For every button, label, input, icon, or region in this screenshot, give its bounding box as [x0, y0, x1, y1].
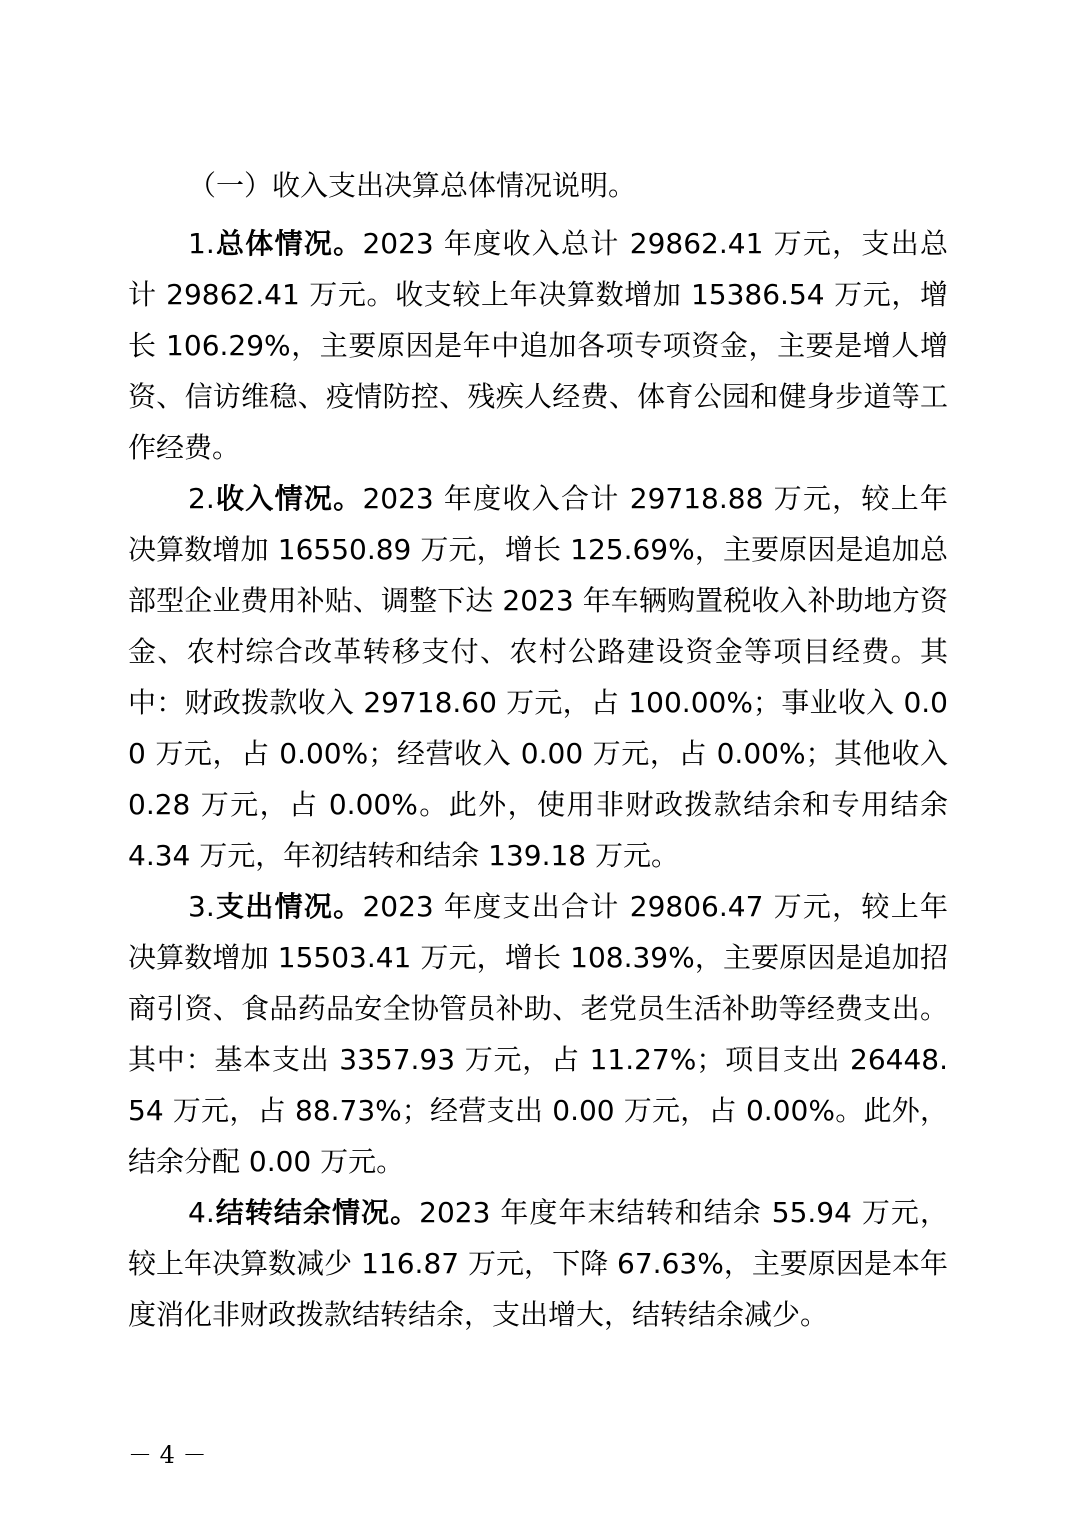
paragraph-income [128, 473, 948, 881]
paragraph-body: 2023 年度年末结转和结余 55.94 万元，较上年决算数减少 116.87 万元，下降 67.63%，主要原因是本年度消化非财政拨款结转结余，支出增大，结转结余减少。 [128, 1196, 948, 1331]
document-content [128, 160, 948, 1340]
paragraph-title: 支出情况。 [214, 890, 363, 923]
paragraph-overall [128, 218, 948, 473]
paragraph-title: 收入情况。 [214, 482, 363, 515]
paragraph-number: 4. [188, 1196, 215, 1229]
paragraph-number: 3. [188, 890, 215, 923]
paragraph-carryover [128, 1187, 948, 1340]
section-heading: （一）收入支出决算总体情况说明。 [188, 169, 637, 202]
paragraph-number: 2. [188, 482, 215, 515]
paragraph-number: 1. [188, 227, 215, 260]
page-number: － 4 － [128, 1441, 207, 1469]
paragraph-title: 结转结余情况。 [214, 1196, 420, 1229]
paragraph-body: 2023 年度收入合计 29718.88 万元，较上年决算数增加 16550.89 万元，增长 125.69%，主要原因是追加总部型企业费用补贴、调整下达 2023 年车辆购置税收入补助地方资金、农村综合改革转移支付、农村公路建设资金等项目经费。其中：财政拨款收入 29718.60 万元，占 100.00%；事业收入 0.00 万元，占 0.00%；经营收入 0.00 万元，占 0.00%；其他收入 0.28 万元，占 0.00%。此外，使用非财政拨款结余和专用结余 4.34 万元，年初结转和结余 139.18 万元。 [128, 482, 948, 872]
paragraph-title: 总体情况。 [214, 227, 363, 260]
paragraph-body: 2023 年度支出合计 29806.47 万元，较上年决算数增加 15503.41 万元，增长 108.39%，主要原因是追加招商引资、食品药品安全协管员补助、老党员生活补助等经费支出。其中：基本支出 3357.93 万元，占 11.27%；项目支出 26448.54 万元，占 88.73%；经营支出 0.00 万元，占 0.00%。此外，结余分配 0.00 万元。 [128, 890, 948, 1178]
paragraph-expenditure [128, 881, 948, 1187]
paragraph-body: 2023 年度收入总计 29862.41 万元，支出总计 29862.41 万元。收支较上年决算数增加 15386.54 万元，增长 106.29%，主要原因是年中追加各项专项资金，主要是增人增资、信访维稳、疫情防控、残疾人经费、体育公园和健身步道等工作经费。 [128, 227, 948, 464]
